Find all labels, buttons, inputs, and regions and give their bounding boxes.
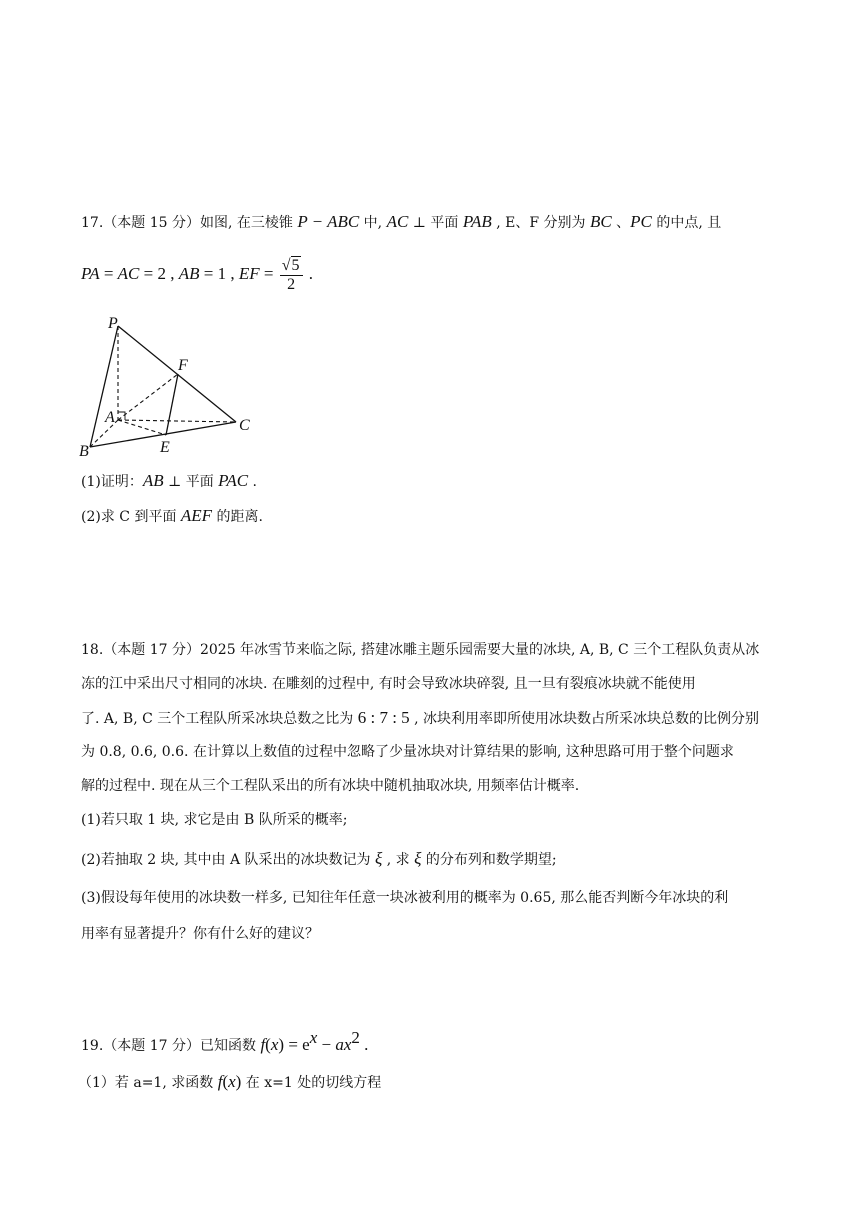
math-expression: ξ [414,849,422,868]
edge-pc [118,326,236,422]
vertex-label-b: B [79,443,89,460]
q17-part2-text: 的距离. [212,509,263,525]
math-expression: P − ABC [297,212,360,231]
math-expression: PAC [218,471,249,490]
vertex-label-a: A [105,409,115,426]
vertex-label-f: F [178,357,188,374]
math-operator: = [99,264,118,283]
vertex-label-p: P [108,315,118,332]
q18-part2-text: (2)若抽取 2 块, 其中由 A 队采出的冰块数记为 [81,852,375,868]
q17-text: 17.（本题 15 分）如图, 在三棱锥 [81,215,298,231]
fraction-denominator: 2 [287,275,296,293]
math-paren: ( [265,1035,271,1054]
math-paren: ) [278,1035,285,1054]
math-expression: ax [335,1035,352,1054]
math-expression: PA [81,264,100,283]
q18-line-2: 冻的江中采出尺寸相同的冰块. 在雕刻的过程中, 有时会导致冰块碎裂, 且一旦有裂痕冰块就不能使用 [81,676,696,692]
tetrahedron-figure [78,312,268,460]
q17-part1-text: (1)证明： [81,474,143,490]
math-expression: f [217,1072,223,1091]
segment-ef [166,374,178,435]
q17-line-1 [81,212,721,233]
math-expression: PC [630,212,652,231]
math-expression: AC [117,264,140,283]
fraction-numerator: 5 [291,256,300,274]
segment-af-hidden [118,374,178,420]
math-operator: = [259,264,278,283]
math-expression: = e [284,1035,310,1054]
q19-part1-text: 在 x=1 处的切线方程 [241,1075,382,1091]
q18-part-3-line-2: 用率有显著提升？你有什么好的建议？ [81,926,319,942]
math-expression: AC [386,212,409,231]
fraction-sqrt5-over-2 [280,257,303,294]
math-superscript: 2 [351,1028,360,1047]
math-expression: BC [589,212,612,231]
edge-pb [90,326,118,447]
math-operator: . [304,264,314,283]
q17-text: 的中点, 且 [651,215,722,231]
math-expression: PAB [462,212,492,231]
math-operator: − [317,1035,336,1054]
math-operator: . [359,1035,369,1054]
q17-line-2 [81,254,313,295]
q18-text: , 冰块利用率即所使用冰块数占所采冰块总数的比例分别 [409,711,760,727]
segment-ae-hidden [118,420,166,435]
q19-text: 19.（本题 17 分）已知函数 [81,1038,261,1054]
q17-text: 中, [359,215,387,231]
q17-part-2 [81,506,263,527]
q18-part2-text: 的分布列和数学期望; [421,852,557,868]
math-expression: ξ [375,849,383,868]
q18-part-2 [81,849,557,870]
q18-line-5: 解的过程中. 现在从三个工程队采出的所有冰块中随机抽取冰块, 用频率估计概率. [81,778,580,794]
math-superscript: x [309,1028,318,1047]
q17-part1-text: ⊥ 平面 [163,474,219,490]
math-expression: x [270,1035,279,1054]
q18-line-4: 为 0.8, 0.6, 0.6. 在计算以上数值的过程中忽略了少量冰块对计算结果的影响, 这种思路可用于整个问题求 [81,744,734,760]
q17-text: ⊥ 平面 [408,215,463,231]
math-expression: AEF [180,506,213,525]
math-expression: AB [142,471,164,490]
ratio-expression: 6 : 7 : 5 [357,708,410,727]
q18-text: 了. A, B, C 三个工程队所采冰块总数之比为 [81,711,358,727]
q17-part1-text: . [248,474,257,490]
math-operator: = 1 , [199,264,239,283]
q19-line-1 [81,1028,368,1056]
math-paren: ) [235,1072,242,1091]
q18-line-1: 18.（本题 17 分）2025 年冰雪节来临之际, 搭建冰雕主题乐园需要大量的冰块, A, B, C 三个工程队负责从冰 [81,642,760,658]
q18-line-3 [81,708,759,729]
vertex-label-e: E [160,439,170,456]
math-expression: EF [238,264,260,283]
math-operator: = 2 , [139,264,179,283]
q17-text: 、 [611,215,631,231]
math-expression: AB [178,264,200,283]
math-expression: x [228,1072,236,1091]
q18-part-1: (1)若只取 1 块, 求它是由 B 队所采的概率; [81,812,348,828]
q18-part-3-line-1: (3)假设每年使用的冰块数一样多, 已知往年任意一块冰被利用的概率为 0.65, 那么能否判断今年冰块的利 [81,890,729,906]
q17-text: , E、F 分别为 [491,215,590,231]
vertex-label-c: C [239,417,250,434]
sqrt-symbol: √ [281,256,291,274]
edge-ac-hidden [118,420,236,422]
q17-part2-text: (2)求 C 到平面 [81,509,181,525]
q19-part-1 [78,1072,381,1093]
q19-part1-text: （1）若 a=1, 求函数 [78,1075,218,1091]
q17-part-1 [81,471,257,492]
q18-part2-text: , 求 [382,852,415,868]
math-paren: ( [222,1072,229,1091]
math-expression: f [260,1035,266,1054]
